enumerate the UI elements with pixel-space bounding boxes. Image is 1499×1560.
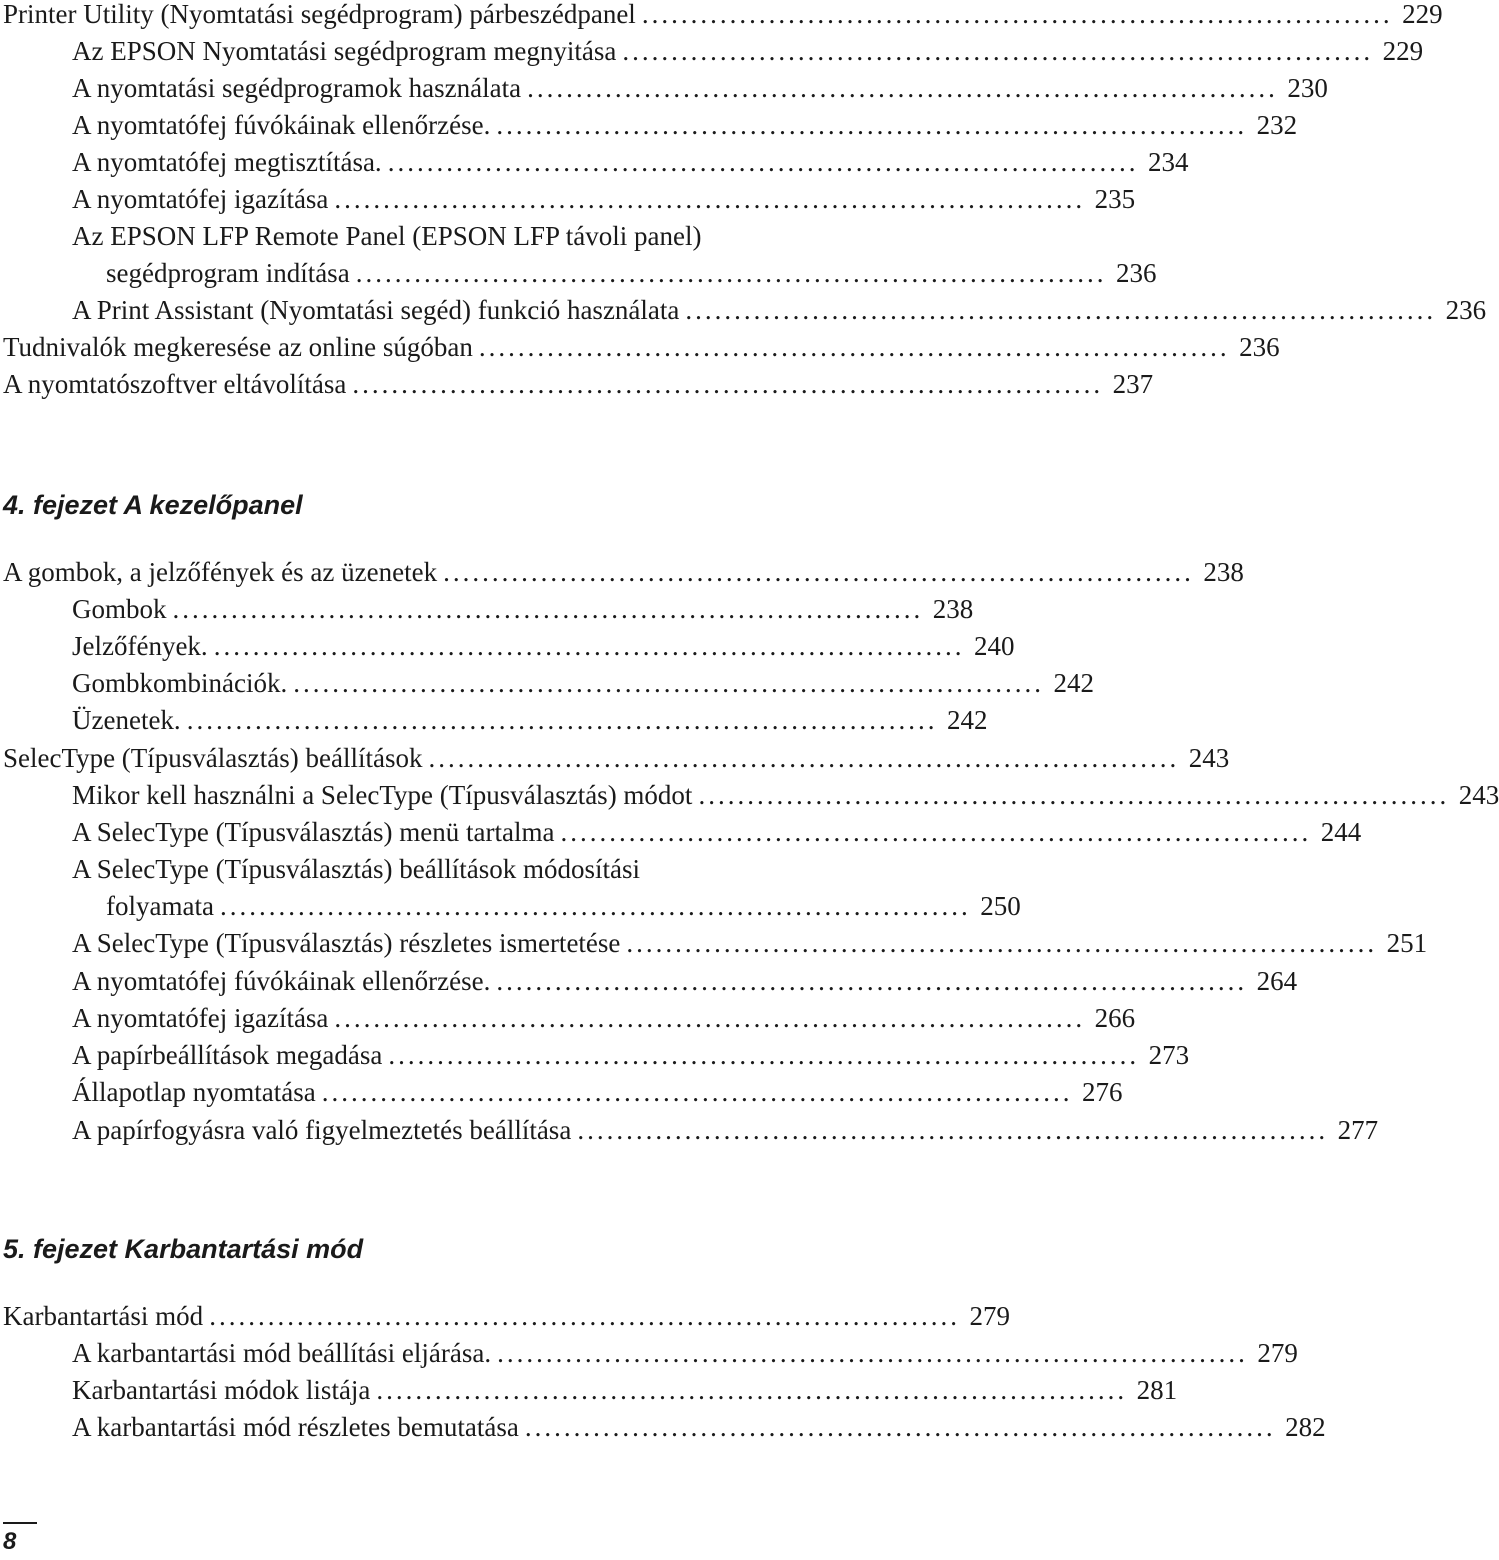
toc-entry-page: 240	[973, 631, 1015, 661]
toc-entry-page: 244	[1320, 817, 1362, 847]
dot-leader: .............................................................................	[293, 668, 1044, 698]
toc-entry[interactable]	[72, 925, 1428, 962]
toc-entry-title: A karbantartási mód részletes bemutatása	[72, 1412, 519, 1442]
toc-entry[interactable]	[3, 1298, 1010, 1335]
toc-entry[interactable]	[72, 777, 1499, 814]
toc-entry-page: 243	[1458, 780, 1499, 810]
toc-entry-title: A nyomtatószoftver eltávolítása	[3, 369, 347, 399]
toc-entry[interactable]	[3, 740, 1230, 777]
toc-entry-title: Jelzőfények.	[72, 631, 208, 661]
toc-entry[interactable]	[3, 366, 1154, 403]
toc-entry-page: 232	[1256, 110, 1298, 140]
toc-entry[interactable]	[72, 1037, 1190, 1074]
toc-entry-title[interactable]: A SelecType (Típusválasztás) beállítások módosítási	[72, 854, 640, 884]
dot-leader: .............................................................................	[622, 36, 1374, 66]
toc-entry-page: 229	[1382, 36, 1424, 66]
toc-entry-title: Állapotlap nyomtatása	[72, 1077, 316, 1107]
toc-entry[interactable]	[72, 591, 974, 628]
toc-entry-page: 276	[1081, 1077, 1123, 1107]
toc-entry-page: 264	[1256, 966, 1298, 996]
toc-entry-title: segédprogram indítása	[106, 258, 350, 288]
toc-entry-title: A papírfogyásra való figyelmeztetés beállítása	[72, 1115, 572, 1145]
toc-entry[interactable]	[72, 33, 1424, 70]
toc-entry-page: 243	[1188, 743, 1230, 773]
toc-entry-page: 235	[1094, 184, 1136, 214]
toc-entry[interactable]	[72, 1112, 1379, 1149]
toc-entry-page: 279	[1257, 1338, 1298, 1368]
toc-entry-page: 237	[1112, 369, 1154, 399]
dot-leader: .............................................................................	[478, 332, 1230, 362]
toc-entry-page: 234	[1147, 147, 1189, 177]
toc-entry-title: A nyomtatófej megtisztítása.	[72, 147, 382, 177]
toc-entry-title: A SelecType (Típusválasztás) részletes ismertetése	[72, 928, 621, 958]
toc-entry-title: A SelecType (Típusválasztás) menü tartalma	[72, 817, 555, 847]
toc-entry-page: 238	[1203, 557, 1244, 587]
toc-entry-page: 251	[1386, 928, 1428, 958]
toc-entry-title: A nyomtatási segédprogramok használata	[72, 73, 522, 103]
dot-leader: .............................................................................	[376, 1375, 1128, 1405]
toc-entry[interactable]	[3, 0, 1443, 33]
dot-leader: .............................................................................	[496, 966, 1248, 996]
dot-leader: .............................................................................	[577, 1115, 1329, 1145]
toc-entry[interactable]	[72, 665, 1094, 702]
dot-leader: .............................................................................	[560, 817, 1312, 847]
toc-entry-page: 238	[932, 594, 974, 624]
toc-entry-page: 250	[980, 891, 1021, 921]
toc-entry-page: 273	[1148, 1040, 1190, 1070]
chapter-heading[interactable]: 5. fejezet Karbantartási mód	[3, 1234, 364, 1264]
toc-entry-page: 242	[1053, 668, 1094, 698]
toc-entry-page: 242	[946, 705, 988, 735]
page-number: 8	[3, 1528, 17, 1555]
dot-leader: .............................................................................	[209, 1301, 960, 1331]
toc-entry-title: Az EPSON Nyomtatási segédprogram megnyitása	[72, 36, 617, 66]
toc-entry[interactable]	[72, 963, 1298, 1000]
toc-entry[interactable]	[72, 814, 1362, 851]
toc-entry[interactable]	[106, 888, 1021, 925]
toc-entry[interactable]	[72, 181, 1136, 218]
toc-entry[interactable]	[106, 255, 1157, 292]
toc-entry-page: 230	[1287, 73, 1328, 103]
dot-leader: .............................................................................	[387, 147, 1139, 177]
dot-leader: .............................................................................	[497, 1338, 1248, 1368]
toc-entry-page: 236	[1445, 295, 1487, 325]
toc-entry-title: A Print Assistant (Nyomtatási segéd) funkció használata	[72, 295, 680, 325]
dot-leader: .............................................................................	[334, 1003, 1086, 1033]
toc-entry-title: Mikor kell használni a SelecType (Típusválasztás) módot	[72, 780, 693, 810]
dot-leader: .............................................................................	[334, 184, 1086, 214]
dot-leader: .............................................................................	[388, 1040, 1140, 1070]
toc-entry[interactable]	[72, 1074, 1123, 1111]
toc-entry-title: Karbantartási módok listája	[72, 1375, 371, 1405]
toc-entry-page: 236	[1239, 332, 1280, 362]
chapter-heading[interactable]: 4. fejezet A kezelőpanel	[3, 490, 303, 520]
toc-entry-title: A nyomtatófej igazítása	[72, 1003, 329, 1033]
toc-entry-title: Tudnivalók megkeresése az online súgóban	[3, 332, 473, 362]
toc-entry-page: 229	[1402, 0, 1443, 29]
dot-leader: .............................................................................	[641, 0, 1393, 29]
dot-leader: .............................................................................	[524, 1412, 1276, 1442]
toc-entry[interactable]	[72, 107, 1298, 144]
toc-entry-title[interactable]: Az EPSON LFP Remote Panel (EPSON LFP távoli panel)	[72, 221, 702, 251]
dot-leader: .............................................................................	[355, 258, 1107, 288]
toc-entry[interactable]	[72, 70, 1328, 107]
dot-leader: .............................................................................	[527, 73, 1278, 103]
toc-entry-title: Karbantartási mód	[3, 1301, 204, 1331]
dot-leader: .............................................................................	[321, 1077, 1073, 1107]
toc-entry-title: A papírbeállítások megadása	[72, 1040, 383, 1070]
dot-leader: .............................................................................	[186, 705, 938, 735]
toc-entry[interactable]	[72, 1372, 1178, 1409]
toc-entry[interactable]	[72, 292, 1487, 329]
footer-rule	[3, 1522, 37, 1524]
dot-leader: .............................................................................	[352, 369, 1104, 399]
toc-entry-title: Gombkombinációk.	[72, 668, 288, 698]
toc-entry-title: A nyomtatófej fúvókáinak ellenőrzése.	[72, 966, 491, 996]
dot-leader: .............................................................................	[443, 557, 1194, 587]
dot-leader: .............................................................................	[219, 891, 971, 921]
toc-entry-page: 282	[1285, 1412, 1326, 1442]
toc-entry[interactable]	[72, 1409, 1326, 1446]
toc-entry[interactable]	[3, 329, 1280, 366]
toc-entry[interactable]	[72, 628, 1015, 665]
toc-entry-page: 281	[1136, 1375, 1178, 1405]
dot-leader: .............................................................................	[698, 780, 1450, 810]
toc-entry-title: Printer Utility (Nyomtatási segédprogram) párbeszédpanel	[3, 0, 636, 29]
toc-entry[interactable]	[72, 702, 988, 739]
toc-entry-page: 279	[969, 1301, 1010, 1331]
toc-entry-title: Gombok	[72, 594, 167, 624]
dot-leader: .............................................................................	[213, 631, 965, 661]
toc-entry-page: 236	[1115, 258, 1157, 288]
toc-entry-title: Üzenetek.	[72, 705, 181, 735]
dot-leader: .............................................................................	[626, 928, 1378, 958]
dot-leader: .............................................................................	[428, 743, 1180, 773]
toc-entry-title: A karbantartási mód beállítási eljárása.	[72, 1338, 492, 1368]
toc-entry-title: A nyomtatófej igazítása	[72, 184, 329, 214]
toc-entry-page: 277	[1337, 1115, 1379, 1145]
dot-leader: .............................................................................	[496, 110, 1248, 140]
toc-entry[interactable]	[72, 144, 1189, 181]
toc-entry[interactable]	[3, 554, 1244, 591]
toc-entry-title: A gombok, a jelzőfények és az üzenetek	[3, 557, 438, 587]
dot-leader: .............................................................................	[685, 295, 1437, 325]
toc-entry-title: folyamata	[106, 891, 214, 921]
toc-entry-title: SelecType (Típusválasztás) beállítások	[3, 743, 423, 773]
toc-entry-page: 266	[1094, 1003, 1136, 1033]
dot-leader: .............................................................................	[172, 594, 924, 624]
toc-entry-title: A nyomtatófej fúvókáinak ellenőrzése.	[72, 110, 491, 140]
toc-entry[interactable]	[72, 1335, 1298, 1372]
toc-entry[interactable]	[72, 1000, 1136, 1037]
